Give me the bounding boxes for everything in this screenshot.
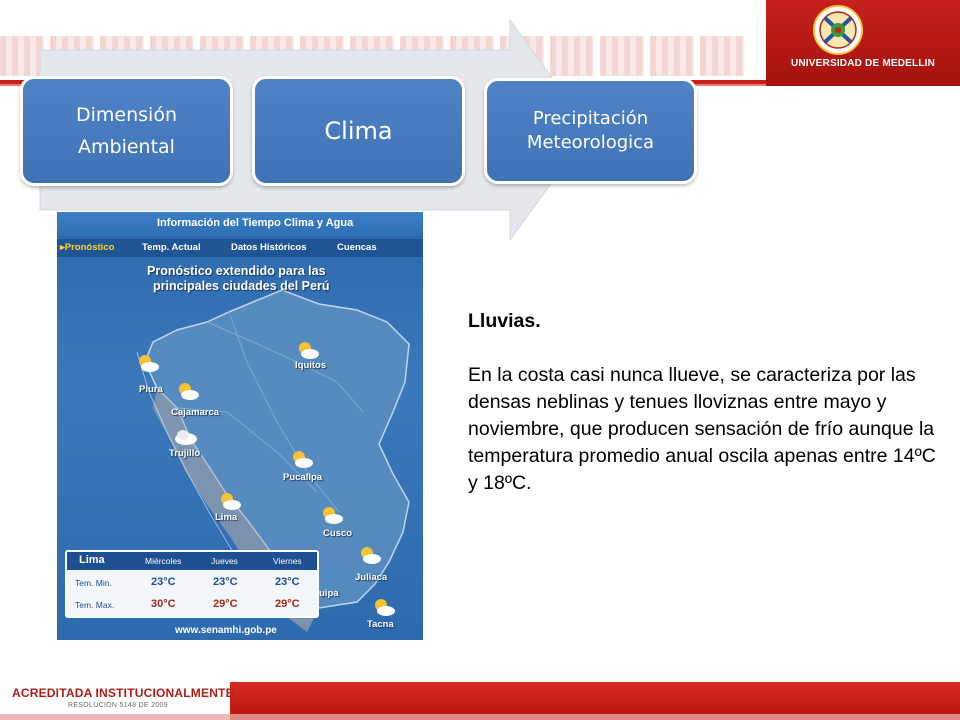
city-label-trujillo: Trujillo [169,448,201,459]
map-source-url[interactable]: www.senamhi.gob.pe [175,625,277,636]
sun-cloud-icon [295,339,321,361]
city-label-iquitos: Iquitos [295,360,327,371]
nav-pronostico[interactable]: ▸Pronóstico [60,242,115,253]
sun-cloud-icon [289,448,315,470]
city-label-juliaca: Juliaca [355,572,388,583]
map-heading-line: principales ciudades del Perú [153,279,330,293]
forecast-table [65,550,319,618]
footer-stripe [0,714,960,720]
sun-cloud-icon [217,490,243,512]
city-label-cusco: Cusco [323,528,353,539]
cloud-icon [173,426,199,448]
process-step-line: Ambiental [78,136,175,158]
process-step-line: Dimensión [76,104,177,126]
forecast-day: Miércoles [145,556,182,566]
forecast-min-value: 23°C [213,576,238,588]
city-label-lima: Lima [215,512,238,523]
process-step-precipitacion[interactable] [484,78,697,184]
content-text-block [468,308,938,497]
footer-accreditation: ACREDITADA INSTITUCIONALMENTE [12,686,234,700]
forecast-max-value: 30°C [151,598,176,610]
sun-cloud-icon [371,596,397,618]
process-step-ambiental[interactable] [20,76,233,186]
nav-temp-actual[interactable]: Temp. Actual [142,242,201,253]
forecast-max-label: Tem. Max. [75,600,115,610]
process-step-line: Precipitación [532,108,649,129]
city-label-pucallpa: Pucallpa [283,472,323,483]
forecast-day: Jueves [211,556,238,566]
forecast-max-value: 29°C [275,598,300,610]
forecast-min-value: 23°C [151,576,176,588]
map-heading-line: Pronóstico extendido para las [147,264,326,278]
sun-cloud-icon [319,504,345,526]
map-nav-bar [57,239,423,257]
sun-cloud-icon [175,380,201,402]
city-label-tacna: Tacna [367,619,394,630]
forecast-min-value: 23°C [275,576,300,588]
forecast-min-label: Tem. Min. [75,578,112,588]
content-paragraph: En la costa casi nunca llueve, se caracteriza por las densas neblinas y tenues lloviznas entre mayo y noviembre, que producen sensación de frío aunque la temperatura promedio anual oscila apenas entre 14ºC y 18ºC. [468,364,936,494]
nav-datos-historicos[interactable]: Datos Históricos [231,242,307,253]
forecast-table-header [67,552,317,570]
logo-text: UNIVERSIDAD DE MEDELLIN [790,58,936,69]
map-heading [147,264,397,294]
sun-cloud-icon [357,544,383,566]
city-label-arequipa: uipa [319,588,339,599]
process-step-clima[interactable] [252,76,465,186]
city-label-piura: Piura [139,384,163,395]
content-heading: Lluvias. [468,310,541,332]
forecast-day: Viernes [273,556,302,566]
process-step-line: Clima [324,117,393,145]
forecast-city: Lima [79,554,105,566]
process-step-line: Meteorologica [526,132,655,153]
sun-cloud-icon [135,352,161,374]
map-title-bar [57,212,423,236]
nav-cuencas[interactable]: Cuencas [337,242,377,253]
footer-resolution: RESOLUCIÓN 5148 DE 2009 [68,702,168,709]
city-label-cajamarca: Cajamarca [171,407,220,418]
forecast-max-value: 29°C [213,598,238,610]
map-title: Información del Tiempo Clima y Agua [157,217,354,229]
weather-map-image [57,212,423,640]
